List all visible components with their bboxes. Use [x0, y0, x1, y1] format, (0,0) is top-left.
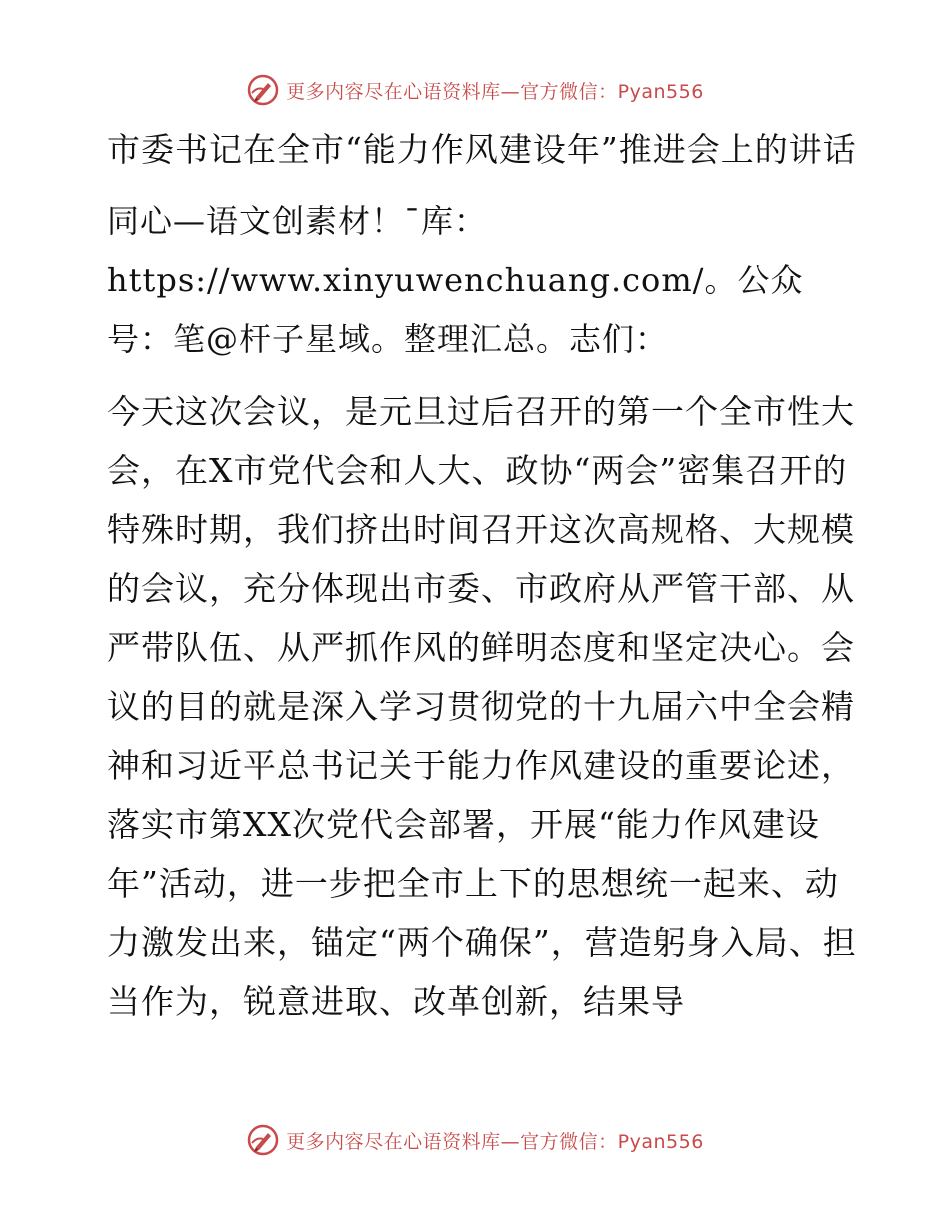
- pen-logo-icon: [246, 1123, 280, 1157]
- pen-logo-icon: [246, 73, 280, 107]
- document-title: 市委书记在全市“能力作风建设年”推进会上的讲话: [107, 130, 857, 169]
- source-note: 同心—语文创素材！¯库：https://www.xinyuwenchuang.com/。公众号：笔@杆子星域。整理汇总。志们：: [107, 202, 804, 358]
- footer-watermark: [0, 1120, 950, 1160]
- watermark-text: 更多内容尽在心语资料库—官方微信：Pyan556: [286, 80, 704, 103]
- watermark-text: 更多内容尽在心语资料库—官方微信：Pyan556: [286, 1130, 704, 1153]
- body-paragraph: 今天这次会议，是元旦过后召开的第一个全市性大会，在X市党代会和人大、政协“两会”密集召开的特殊时期，我们挤出时间召开这次高规格、大规模的会议，充分体现出市委、市政府从严管干部、从严带队伍、从严抓作风的鲜明态度和坚定决心。会议的目的就是深入学习贯彻党的十九届六中全会精神和习近平总书记关于能力作风建设的重要论述，落实市第XX次党代会部署，开展“能力作风建设年”活动，进一步把全市上下的思想统一起来、动力激发出来，锚定“两个确保”，营造躬身入局、担当作为，锐意进取、改革创新，结果导: [107, 392, 857, 1021]
- header-watermark: [0, 70, 950, 110]
- document-body: [97, 120, 857, 1031]
